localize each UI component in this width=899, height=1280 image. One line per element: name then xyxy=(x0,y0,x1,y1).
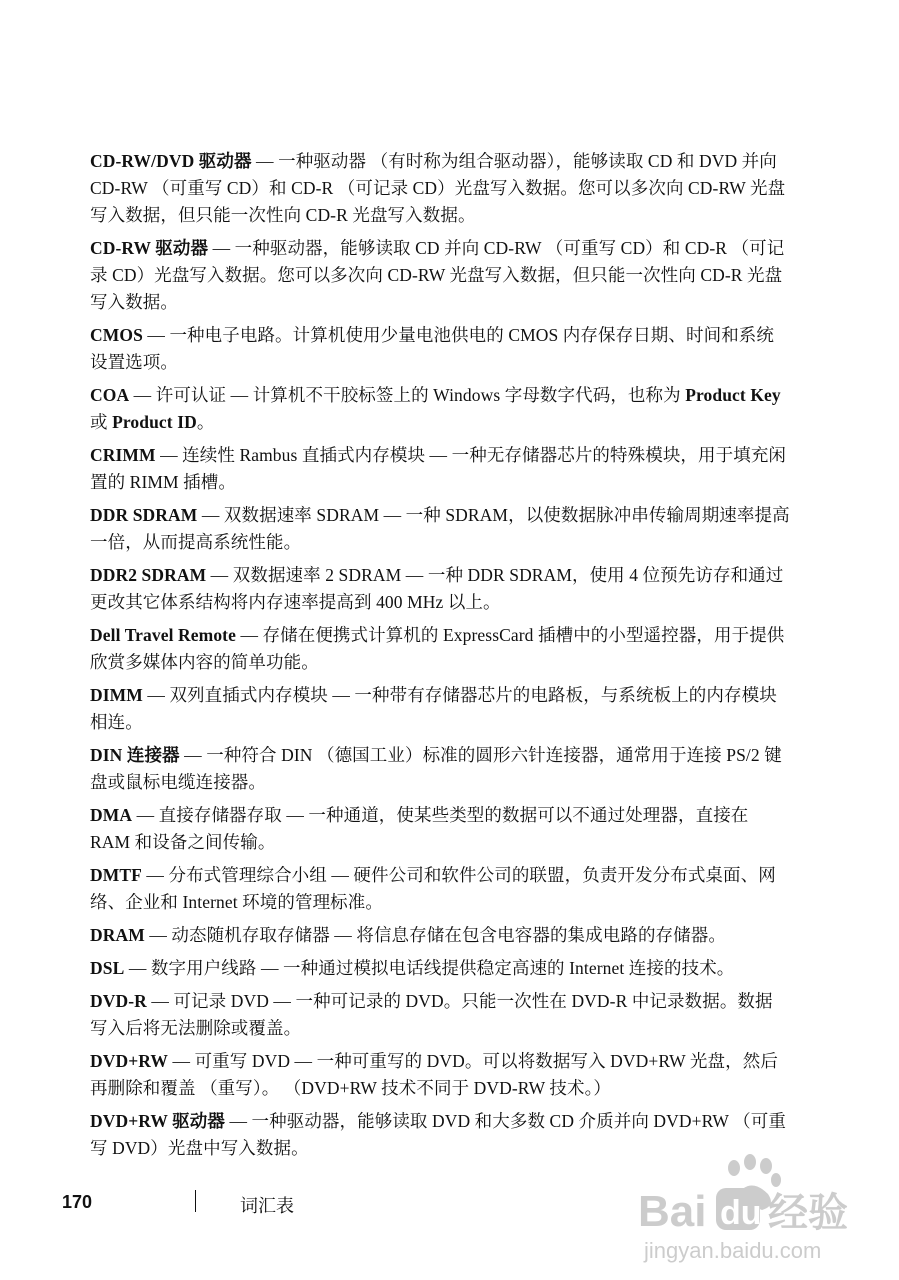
entry-definition: — 数字用户线路 — 一种通过模拟电话线提供稳定高速的 Internet 连接的技术。 xyxy=(124,958,735,978)
section-name: 词汇表 xyxy=(240,1196,294,1216)
glossary-entry-crimm xyxy=(90,442,790,496)
entry-term: CD-RW/DVD 驱动器 xyxy=(90,151,252,171)
entry-term: DRAM xyxy=(90,925,145,945)
entry-term: Dell Travel Remote xyxy=(90,625,236,645)
svg-text:经验: 经验 xyxy=(768,1190,848,1236)
glossary-entry-coa xyxy=(90,382,790,436)
glossary-entry-dram xyxy=(90,922,790,949)
page-footer xyxy=(62,1190,362,1218)
entry-definition: — 双列直插式内存模块 — 一种带有存储器芯片的电路板，与系统板上的内存模块相连。 xyxy=(90,685,777,732)
entry-definition: — 双数据速率 2 SDRAM — 一种 DDR SDRAM，使用 4 位预先访存和通过更改其它体系结构将内存速率提高到 400 MHz 以上。 xyxy=(90,565,784,612)
glossary-entry-ddr2-sdram xyxy=(90,562,790,616)
entry-term: DSL xyxy=(90,958,125,978)
entry-definition: — 双数据速率 SDRAM — 一种 SDRAM，以使数据脉冲串传输周期速率提高一倍，从而提高系统性能。 xyxy=(90,505,790,552)
entry-definition: — 一种驱动器，能够读取 DVD 和大多数 CD 介质并向 DVD+RW （可重写 DVD）光盘中写入数据。 xyxy=(90,1111,786,1158)
entry-term: DIMM xyxy=(90,685,143,705)
entry-definition: — 直接存储器存取 — 一种通道，使某些类型的数据可以不通过处理器，直接在 RAM 和设备之间传输。 xyxy=(90,805,749,852)
svg-text:jingyan.baidu.com: jingyan.baidu.com xyxy=(644,1238,822,1263)
entry-definition: — 一种驱动器，能够读取 CD 并向 CD-RW （可重写 CD）和 CD-R （可记录 CD）光盘写入数据。您可以多次向 CD-RW 光盘写入数据，但只能一次性向 CD-R 光盘写入数据。 xyxy=(90,238,785,312)
entry-term: DVD-R xyxy=(90,991,147,1011)
entry-definition: — 一种符合 DIN （德国工业）标准的圆形六针连接器，通常用于连接 PS/2 键盘或鼠标电缆连接器。 xyxy=(90,745,782,792)
glossary-body xyxy=(90,148,790,1168)
entry-term: DIN 连接器 xyxy=(90,745,180,765)
glossary-entry-cd-rw xyxy=(90,235,790,316)
glossary-entry-dvd-plus-rw xyxy=(90,1048,790,1102)
entry-term: DVD+RW 驱动器 xyxy=(90,1111,225,1131)
entry-definition: — 存储在便携式计算机的 ExpressCard 插槽中的小型遥控器，用于提供欣赏多媒体内容的简单功能。 xyxy=(90,625,785,672)
footer-divider xyxy=(195,1190,196,1212)
product-key-text: Product Key xyxy=(685,385,781,405)
entry-term: CMOS xyxy=(90,325,143,345)
entry-definition: — 一种驱动器 （有时称为组合驱动器），能够读取 CD 和 DVD 并向 CD-RW （可重写 CD）和 CD-R （可记录 CD）光盘写入数据。您可以多次向 CD-RW 光盘写入数据，但只能一次性向 CD-R 光盘写入数据。 xyxy=(90,151,786,225)
glossary-entry-dvd-r xyxy=(90,988,790,1042)
glossary-entry-dma xyxy=(90,802,790,856)
entry-term: DMTF xyxy=(90,865,142,885)
entry-definition: — 许可认证 — 计算机不干胶标签上的 Windows 字母数字代码，也称为 xyxy=(129,385,686,405)
entry-definition: — 动态随机存取存储器 — 将信息存储在包含电容器的集成电路的存储器。 xyxy=(144,925,726,945)
entry-definition: — 可记录 DVD — 一种可记录的 DVD。只能一次性在 DVD-R 中记录数据。数据写入后将无法删除或覆盖。 xyxy=(90,991,773,1038)
entry-definition: — 可重写 DVD — 一种可重写的 DVD。可以将数据写入 DVD+RW 光盘，然后再删除和覆盖 （重写）。 （DVD+RW 技术不同于 DVD-RW 技术。） xyxy=(90,1051,778,1098)
entry-definition: — 连续性 Rambus 直插式内存模块 — 一种无存储器芯片的特殊模块，用于填充闲置的 RIMM 插槽。 xyxy=(90,445,787,492)
svg-text:Bai: Bai xyxy=(638,1187,707,1236)
entry-term: CD-RW 驱动器 xyxy=(90,238,209,258)
entry-term: CRIMM xyxy=(90,445,156,465)
glossary-entry-cd-rw-dvd xyxy=(90,148,790,229)
entry-definition: — 一种电子电路。计算机使用少量电池供电的 CMOS 内存保存日期、时间和系统设置选项。 xyxy=(90,325,775,372)
glossary-entry-dell-travel-remote xyxy=(90,622,790,676)
entry-definition-connector: 或 xyxy=(90,412,113,432)
glossary-entry-din-connector xyxy=(90,742,790,796)
glossary-entry-dmtf xyxy=(90,862,790,916)
glossary-entry-dimm xyxy=(90,682,790,736)
svg-text:du: du xyxy=(720,1194,762,1232)
baidu-jingyan-watermark xyxy=(636,1148,886,1270)
entry-term: DDR SDRAM xyxy=(90,505,198,525)
entry-term: DMA xyxy=(90,805,133,825)
page-number: 170 xyxy=(62,1192,93,1212)
entry-definition: — 分布式管理综合小组 — 硬件公司和软件公司的联盟，负责开发分布式桌面、网络、企业和 Internet 环境的管理标准。 xyxy=(90,865,776,912)
entry-term: DDR2 SDRAM xyxy=(90,565,207,585)
glossary-entry-ddr-sdram xyxy=(90,502,790,556)
entry-term: COA xyxy=(90,385,130,405)
entry-term: DVD+RW xyxy=(90,1051,169,1071)
product-id-text: Product ID xyxy=(112,412,197,432)
entry-definition-tail: 。 xyxy=(196,412,215,432)
glossary-entry-dsl xyxy=(90,955,790,982)
glossary-entry-cmos xyxy=(90,322,790,376)
